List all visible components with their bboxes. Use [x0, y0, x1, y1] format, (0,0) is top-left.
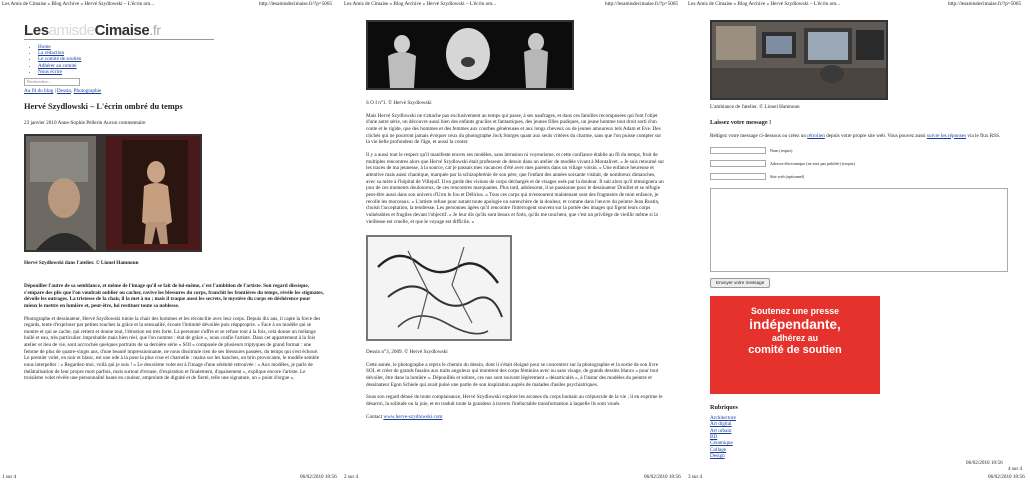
website-field-row — [710, 173, 1010, 180]
article-lead: Dépouiller l'autre de sa semblance, et même de l'image qu'il se fait de lui-même, c'est l'ambition de l'artiste. Son regard dissèque, s'empare des plis que l'on voudrait oublier ou cacher, ravive les blessures du corps, franchit les frontières du temps, révèle les stigmates, dévoile les outrages. La tristesse de la chair, il la met à nu ; mais il traque aussi les secrets, le mystère du corps en déshérence pour mieux le mettre en lumière et, peut-être, lui restituer toute sa noblesse. — [24, 282, 324, 309]
atelier-ambiance-art — [712, 22, 886, 98]
rubriques-list — [710, 415, 1010, 459]
contact-line: Contact www.herve-szydlowski.com — [366, 413, 443, 420]
comment-textarea[interactable] — [710, 188, 1008, 272]
nav-item[interactable]: • Nous écrire — [38, 69, 324, 75]
print-page-3 — [710, 20, 1010, 459]
name-field-row — [710, 147, 1010, 154]
nav-item[interactable]: • La rédaction — [38, 50, 324, 56]
print-header-title-3: Les Amis de Cimaise » Blog Archive » Hervé Szydlowski – L'écrin om... — [688, 1, 841, 7]
email-field-row — [710, 160, 1010, 167]
print-footer-date-3: 06/02/2010 10:56 — [988, 474, 1025, 481]
dessin-drawing — [366, 235, 512, 341]
main-nav — [38, 44, 324, 75]
rubrique-item[interactable]: Collage — [710, 446, 727, 453]
print-page-2 — [366, 20, 666, 420]
rubrique-item[interactable]: Art digital — [710, 421, 732, 428]
nav-item[interactable]: • Home — [38, 44, 324, 50]
rubrique-item[interactable]: Architecture — [710, 415, 736, 422]
drawing-caption: Dessin n°3, 2009. © Hervé Szydlowski — [366, 349, 448, 356]
print-footer-page-1: 1 sur 4 — [2, 474, 17, 481]
atelier-photo-art — [26, 136, 200, 250]
article-paragraph: Photographe et dessinateur, Hervé Szydlowski tutoie la chair des hommes et les réconcilie avec leur corps. Depuis dix ans, il capte la force des regards, tente d'exprimer par petites touches la grâce et la sensualité, écoute l'intimité dévoilée puis réapproprie. « Face à un modèle qui se montre et qui se cache, qui retient et donne tout, l'émotion est très forte. La personne s'offre et se refuse tout à la fois, cela donne un mélange huilé et eau, très particulier. improbable mais bien réel, que l'on nomme : état de grâce », nous confie l'artiste. Dans cet appartement à la fois atelier et lieu de vie, sont accrochés quelques portraits de sa dernière série « SOI » composée de plusieurs triptyques de grand format : une femme de plus de quatre-vingts ans, d'une beauté impressionnante, ne nous dissimule rien de ses blessures passées, du temps qui s'est échoué. Le premier volet, en noir et blanc, est une ode à la pose la plus crue et charnelle : mains sur les hanches, un brin provocante, le modèle semble nous interpeller : « Regardez-moi, voilà qui je suis ! » Le deuxième volet est à l'image d'une sérénité retrouvée : « Aux modèles, je parle de théâtralisation de leur propre mort parfois, mais surtout d'extase, d'expiration et finalement, d'apaisement », explique encore l'artiste. Le troisième volet révèle une personnalité haute en couleur, empreinte de dignité et de fierté, telle une signature, un « point d'orgue ». — [24, 315, 321, 382]
breadcrumb-home-link[interactable]: Au fil du blog — [24, 88, 54, 95]
email-input[interactable] — [710, 160, 766, 167]
article-meta: 23 janvier 2010 Anne-Sophie Pellerin Aucun commentaire — [24, 119, 146, 126]
rubrique-item[interactable]: BD — [710, 434, 718, 441]
nav-item[interactable]: • Adhérer au comité — [38, 63, 324, 69]
category-link-photographie[interactable]: Photographie — [73, 88, 102, 95]
print-footer-page-4: 4 sur 4 — [1008, 466, 1023, 473]
website-label: Site web (optionnel) — [770, 174, 805, 180]
rubrique-item[interactable]: Design — [710, 453, 725, 460]
rubriques-heading: Rubriques — [710, 404, 738, 412]
print-footer-page-3: 3 sur 4 — [688, 474, 703, 481]
email-label: Adresse électronique (ne sera pas publiée) (requis) — [770, 161, 855, 167]
search-input[interactable]: Rechercher... — [24, 78, 80, 86]
dessin-drawing-art — [368, 237, 510, 339]
print-header-url-1: http://lesamisdecimaise.fr/?p=5005 — [259, 1, 333, 7]
article-paragraph: Mais Hervé Szydlowski ne s'attache pas exclusivement au temps qui passe, à ses naufrages, et dans ces familles recomposées qui font l'objet d'une autre série, on découvre aussi bien des enfants graciles et fantastiques, des jeunes filles pudiques, un jeune homme tout droit sorti d'un conte et le rigide, que des hommes et des femmes aux courbes généreuses et aux longs cheveux ou de jeunes amoureux tels Adam et Eve. Des clichés qui ne pourront jamais évoquer ceux du photographe Jock Sturges quant aux seuls critères du charme, sans que l'on puisse compter sur la vie belle profondeur de l'âge, et aussi la conter. — [366, 112, 662, 146]
category-link-dessin[interactable]: Dessin — [56, 88, 72, 95]
photo-caption: Hervé Szydlowski dans l'atelier. © Lionel Hamnoun — [24, 260, 139, 267]
trackback-link[interactable]: rétrolien — [807, 132, 825, 139]
print-footer-page-2: 2 sur 4 — [344, 474, 359, 481]
submit-comment-button[interactable]: Envoyer votre message — [710, 278, 770, 288]
comment-form-intro: Rédigez votre message ci-dessous ou créez un rétrolien depuis votre propre site web. Vous pouvez aussi suivre les réponses via le flux RSS. — [710, 132, 1001, 139]
comment-form-heading: Laissez votre message ! — [710, 118, 772, 126]
article-title: Hervé Szydlowski – L'écrin ombré du temps — [24, 101, 183, 111]
atelier-photo — [24, 134, 202, 252]
support-committee-banner[interactable]: Soutenez une presse indépendante, adhérez au comité de soutien — [710, 296, 880, 394]
atelier-ambiance-photo — [710, 20, 888, 100]
article-paragraph: Cette année, le photographe a repris le chemin du dessin, dont il s'était éloigné pour se concentrer sur la photographie et la sortie de son livre SOI, et créer de grands fusains aux traits anguleux qui montrent des corps féminins avec ou sans visage, de grands dessins blancs « pour tout dévoiler, être dans la lumière ». Dépouillés et sobres, ces nus sont souvent légèrement « désarticulés », à l'instar des modèles du peintre et dessinateur Egon Schiele qui avait puisé une partie de son inspiration auprès de malades d'asiles psychiatriques. — [366, 361, 659, 388]
print-footer-date-1: 06/02/2010 10:56 — [300, 474, 337, 481]
print-footer-date-2: 06/02/2010 10:56 — [644, 474, 681, 481]
name-input[interactable] — [710, 147, 766, 154]
rubrique-item[interactable]: Céramique — [710, 440, 733, 447]
rubrique-item[interactable]: Art urbain — [710, 427, 732, 434]
contact-link[interactable]: www.herve-szydlowski.com — [383, 413, 443, 420]
photo-caption: L'ambiance de l'atelier. © Lionel Hamnoun — [710, 104, 800, 110]
print-header-url-2: http://lesamisdecimaise.fr/?p=5005 — [605, 1, 679, 7]
photo-caption: S O I n°1. © Hervé Szydlowski — [366, 100, 432, 106]
article-paragraph: Sous son regard dénué de toute complaisance, Hervé Szydlowski explore les arcanes du corps humain au crépuscule de la vie ; il en exprime le désarroi, la solitude ou la joie, et en traduit toute la grandeur à travers l'inéluctable transformation à laquelle ils sont voués. — [366, 394, 663, 408]
soi-triptych-art — [368, 22, 572, 88]
website-input[interactable] — [710, 173, 766, 180]
print-footer-date-4: 06/02/2010 10:56 — [966, 460, 1003, 467]
print-page-1 — [24, 14, 324, 382]
rss-follow-link[interactable]: suivre les réponses — [926, 132, 967, 139]
article-paragraph: Il y a aussi tout le respect qu'il manifeste envers ses modèles, sans intrusion ni voyeurisme, et cette confiance établie au fil du temps, fruit de multiples rencontres alors que Hervé Szydlowski était professeur de dessin dans un atelier de modèle vivant à Montalivet. « Je suis retourné sur les traces de ma jeunesse, à la source, car je passais mes vacances d'été avec mes parents dans un village voisin. » Une enfance heureuse et attentive mais aussi chaotique, marquée par la schizophrénie de son père, que l'enfant des années soixante visitait, de nombreux dimanches, avec sa mère à l'hôpital de Villejuif. Il en garde des visions de corps déchargés et de visages usés par la douleur. Il sait alors qu'il témoignera un jour de ces moments douloureux, de ces rencontres marquantes. Plus tard, adolescent, il se passionne pour le dessinateur Druillet et se réfugie peut-être aussi dans son univers d'Urm le fou et Délirius. « Tous ces corps qui m'entourent maintenant sont des fragments de mon enfance, je recolle les morceaux. » L'artiste refuse pour autant toute apologie ou surenchère de la douleur, et comme dans l'œuvre du peintre Jean Rustin, choisit l'acceptation, la tendresse. Les personnes âgées qu'il rencontre l'interrogent souvent sur la portée des images qui figent leurs corps vulnérables et fragiles devant l'objectif. « Je leur dis qu'ils sont beaux et forts, qu'ils me touchent, que c'est un privilège de vieillir même si la vieillesse est cruelle, et que le voyage est difficile. » — [366, 151, 665, 225]
breadcrumb: Au fil du blog | Dessin, Photographie — [24, 88, 102, 95]
print-header-title-2: Les Amis de Cimaise » Blog Archive » Hervé Szydlowski – L'écrin om... — [344, 1, 497, 7]
print-header-title-1: Les Amis de Cimaise » Blog Archive » Hervé Szydlowski – L'écrin om... — [2, 1, 155, 7]
name-label: Nom (requis) — [770, 148, 793, 154]
soi-triptych-photo — [366, 20, 574, 90]
nav-item[interactable]: • Le comité de soutien — [38, 56, 324, 62]
site-logo[interactable]: LesamisdeCimaise.fr — [24, 22, 161, 39]
logo-underline — [24, 39, 214, 40]
print-header-url-3: http://lesamisdecimaise.fr/?p=5005 — [948, 1, 1022, 7]
